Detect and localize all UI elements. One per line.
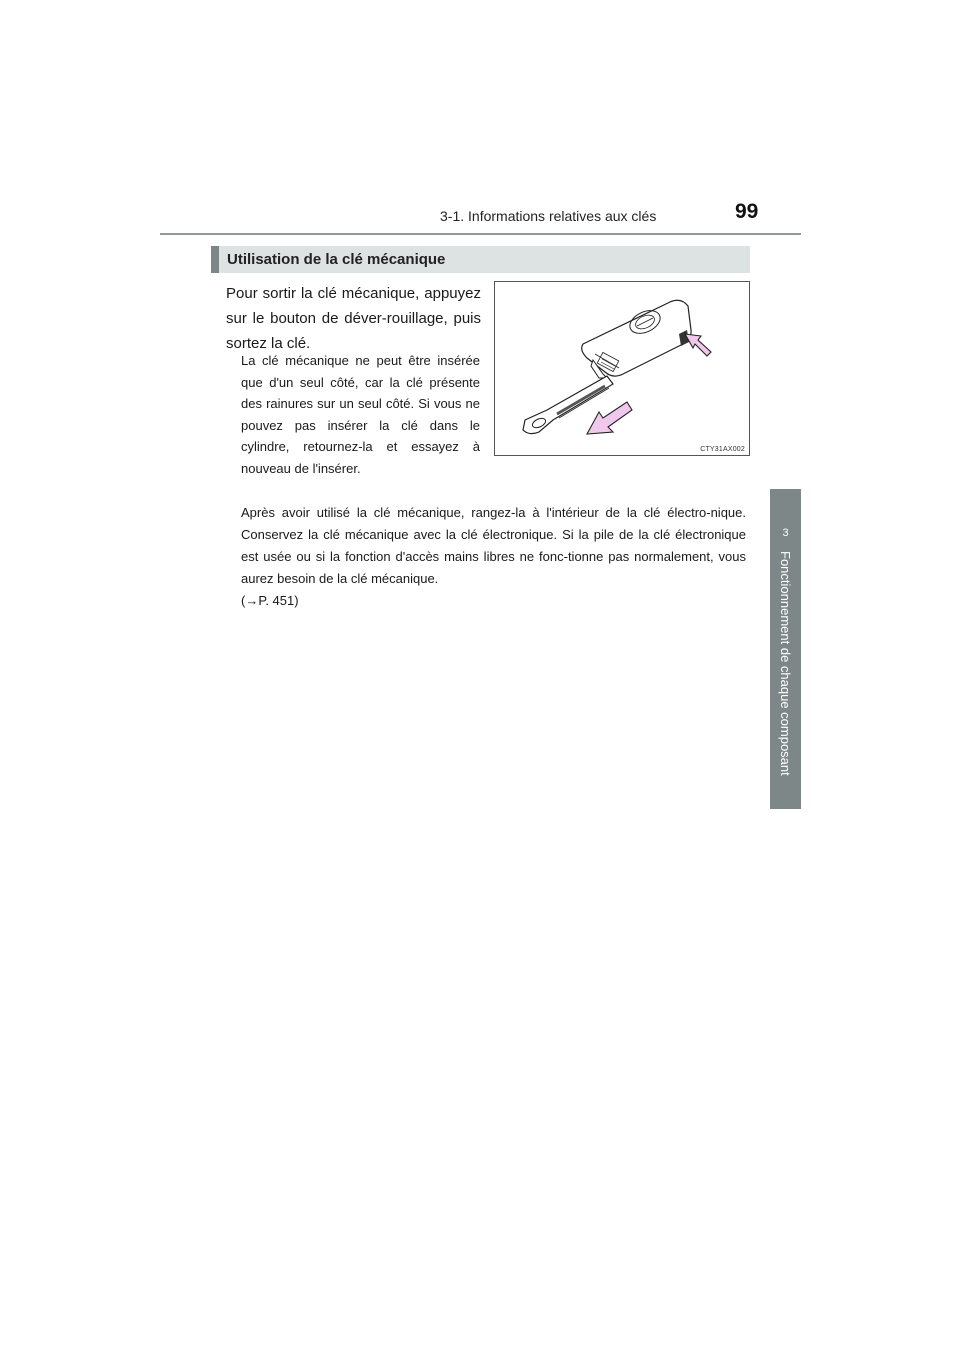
header-section-title: 3-1. Informations relatives aux clés	[440, 208, 657, 224]
note-paragraph: La clé mécanique ne peut être insérée que d'un seul côté, car la clé présente des rainures sur un seul côté. Si vous ne pouvez pas insérer la clé dans le cylindre, retournez-la et essayez à nouveau de l'insérer.	[241, 353, 480, 476]
chapter-label: Fonctionnement de chaque composant	[778, 551, 793, 776]
header-divider	[160, 233, 801, 235]
key-illustration	[494, 281, 750, 456]
figure-code: CTY31AX002	[700, 446, 745, 453]
chapter-side-tab	[770, 489, 801, 809]
key-drawing	[495, 282, 749, 455]
smart-key-icon	[582, 300, 691, 378]
section-title: Utilisation de la clé mécanique	[227, 251, 446, 268]
section-header	[211, 246, 750, 273]
intro-paragraph: Pour sortir la clé mécanique, appuyez sur le bouton de déver-rouillage, puis sortez la clé.	[226, 285, 481, 352]
storage-paragraph: Après avoir utilisé la clé mécanique, rangez-la à l'intérieur de la clé électro-nique. Conservez la clé mécanique avec la clé électronique. Si la pile de la clé électronique est usée ou si la fonction d'accès mains libres ne fonc-tionne pas normalement, vous aurez besoin de la clé mécanique.	[241, 505, 746, 586]
page-number: 99	[735, 200, 759, 223]
page-reference: (→P. 451)	[241, 593, 299, 608]
push-arrow-icon	[685, 334, 711, 356]
pull-arrow-icon	[587, 402, 632, 434]
chapter-number: 3	[782, 527, 789, 539]
